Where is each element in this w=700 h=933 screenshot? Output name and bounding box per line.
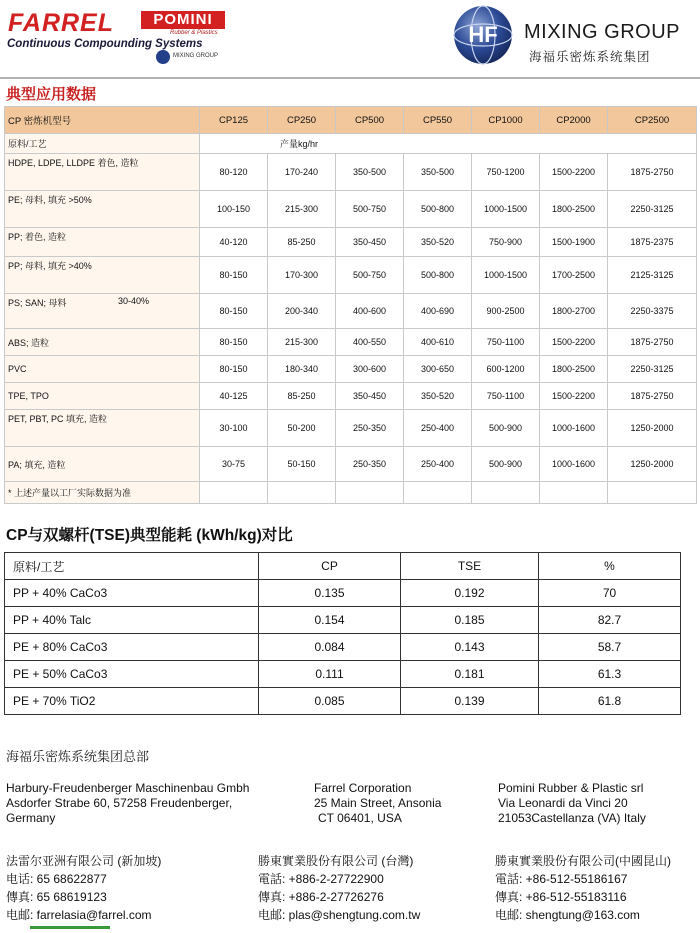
cell: 80-150 (200, 329, 268, 356)
table-header-row (5, 553, 681, 580)
cell: 1000-1500 (472, 191, 540, 228)
table-row (5, 356, 697, 383)
table-row (5, 329, 697, 356)
cell: 61.8 (539, 688, 681, 715)
cell: 1800-2700 (540, 294, 608, 329)
cell: 0.185 (401, 607, 539, 634)
cell: 2250-3375 (608, 294, 697, 329)
address-line: Pomini Rubber & Plastic srl (498, 781, 644, 795)
cell: 0.139 (401, 688, 539, 715)
address-line: 21053Castellanza (VA) Italy (498, 811, 646, 825)
table-row (5, 607, 681, 634)
row-material: PE; 母料, 填充 >50% (5, 191, 200, 228)
cell: 400-690 (404, 294, 472, 329)
cell (268, 482, 336, 504)
cell: 350-450 (336, 383, 404, 410)
row-material: PVC (5, 356, 200, 383)
pomini-logo: POMINI (141, 11, 225, 29)
address-line: Germany (6, 811, 56, 825)
hq-title: 海福乐密炼系统集团总部 (6, 749, 150, 764)
table-row (5, 447, 697, 482)
contact-phone: 電話: +86-512-55186167 (495, 872, 628, 886)
cell: 40-120 (200, 228, 268, 257)
cell: 350-500 (336, 154, 404, 191)
cell: 0.181 (401, 661, 539, 688)
model-header: CP125 (200, 107, 268, 134)
cell: 80-150 (200, 294, 268, 329)
cell: 1500-2200 (540, 329, 608, 356)
column-header: 原料/工艺 (5, 553, 259, 580)
row-material: PA; 填充, 造粒 (5, 447, 200, 482)
cell: 500-750 (336, 191, 404, 228)
cell: 400-550 (336, 329, 404, 356)
mixing-group-cn-title: 海福乐密炼系统集团 (529, 50, 651, 64)
contact-name: 法雷尔亚洲有限公司 (新加坡) (6, 854, 162, 868)
contact-email[interactable]: 电邮: farrelasia@farrel.com (6, 908, 152, 922)
application-data-table (4, 106, 697, 504)
cell: 400-600 (336, 294, 404, 329)
contact-phone: 電話: +886-2-27722900 (258, 872, 384, 886)
row-material: PS; SAN; 母料 (8, 298, 67, 308)
address-line: Asdorfer Strabe 60, 57258 Freudenberger, (6, 796, 233, 810)
cell: 1700-2500 (540, 257, 608, 294)
table-row (5, 228, 697, 257)
table-row (5, 191, 697, 228)
contact-block (495, 852, 671, 924)
section1-title: 典型应用数据 (6, 86, 97, 103)
row-material: PP; 着色, 造粒 (5, 228, 200, 257)
contact-phone: 电话: 65 68622877 (6, 872, 107, 886)
cell: PE + 50% CaCo3 (5, 661, 259, 688)
pomini-subtitle: Rubber & Plastics (170, 30, 218, 36)
contact-fax: 傳真: +86-512-55183116 (495, 890, 627, 904)
cell: 1875-2750 (608, 154, 697, 191)
cell: 1000-1600 (540, 410, 608, 447)
table-note-row (5, 482, 697, 504)
cell: PP + 40% CaCo3 (5, 580, 259, 607)
cell (200, 482, 268, 504)
hf-globe-logo-icon (452, 4, 514, 66)
cell (336, 482, 404, 504)
cell: 50-150 (268, 447, 336, 482)
cell: 1800-2500 (540, 191, 608, 228)
table-row (5, 580, 681, 607)
table-row (5, 410, 697, 447)
cell: 500-800 (404, 191, 472, 228)
cell: 80-120 (200, 154, 268, 191)
model-header: CP250 (268, 107, 336, 134)
cell: 750-900 (472, 228, 540, 257)
cell: 2125-3125 (608, 257, 697, 294)
cell: 2250-3125 (608, 356, 697, 383)
cell: 2250-3125 (608, 191, 697, 228)
table-subheader-row (5, 134, 697, 154)
table-header-row (5, 107, 697, 134)
cell: 0.085 (259, 688, 401, 715)
contact-name: 勝東實業股份有限公司(中國昆山) (495, 854, 671, 868)
row-material-extra: 30-40% (118, 296, 150, 306)
cell: 300-650 (404, 356, 472, 383)
cell: PE + 80% CaCo3 (5, 634, 259, 661)
address-line: Farrel Corporation (314, 781, 412, 795)
cell: PP + 40% Talc (5, 607, 259, 634)
cell: 0.135 (259, 580, 401, 607)
mixing-group-title: MIXING GROUP (524, 21, 681, 43)
contact-block (258, 852, 420, 924)
model-header: CP2500 (608, 107, 697, 134)
cell: 85-250 (268, 228, 336, 257)
cell: 30-75 (200, 447, 268, 482)
material-label: 原料/工艺 (5, 134, 200, 154)
cell (404, 482, 472, 504)
svg-text:HF: HF (468, 22, 498, 47)
row-material: PP; 母料, 填充 >40% (5, 257, 200, 294)
column-header: TSE (401, 553, 539, 580)
small-mixing-group-text: MIXING GROUP (173, 53, 219, 59)
cell: 250-400 (404, 447, 472, 482)
contact-email[interactable]: 电邮: plas@shengtung.com.tw (258, 908, 421, 922)
cell: 80-150 (200, 257, 268, 294)
row-material: TPE, TPO (5, 383, 200, 410)
address-line: CT 06401, USA (318, 811, 402, 825)
contact-name: 勝東實業股份有限公司 (台灣) (258, 854, 414, 868)
address-block (314, 781, 441, 826)
row-material-cell (5, 294, 200, 329)
cell: 180-340 (268, 356, 336, 383)
header-divider (0, 77, 700, 79)
cell: 70 (539, 580, 681, 607)
cell: 750-1100 (472, 329, 540, 356)
cell: 0.143 (401, 634, 539, 661)
cell: 82.7 (539, 607, 681, 634)
model-header: CP1000 (472, 107, 540, 134)
address-line: Harbury-Freudenberger Maschinenbau Gmbh (6, 781, 250, 795)
cell: 0.154 (259, 607, 401, 634)
contact-fax: 傳真: +886-2-27726276 (258, 890, 384, 904)
cell: 1500-2200 (540, 154, 608, 191)
cell (472, 482, 540, 504)
cell: 1875-2750 (608, 329, 697, 356)
table-row (5, 383, 697, 410)
model-header: CP2000 (540, 107, 608, 134)
model-header: CP500 (336, 107, 404, 134)
cell: 58.7 (539, 634, 681, 661)
cell: 300-600 (336, 356, 404, 383)
output-label: 产量kg/hr (200, 134, 697, 154)
cell: 1250-2000 (608, 410, 697, 447)
cell: 85-250 (268, 383, 336, 410)
cell: 500-750 (336, 257, 404, 294)
address-line: 25 Main Street, Ansonia (314, 796, 442, 810)
table-row (5, 257, 697, 294)
cell: 30-100 (200, 410, 268, 447)
cell: 500-900 (472, 410, 540, 447)
cell: 1250-2000 (608, 447, 697, 482)
farrel-logo-text: FARREL (8, 9, 114, 37)
row-material: ABS; 造粒 (5, 329, 200, 356)
cell: PE + 70% TiO2 (5, 688, 259, 715)
model-header: CP550 (404, 107, 472, 134)
cell: 0.192 (401, 580, 539, 607)
cell: 1000-1600 (540, 447, 608, 482)
energy-comparison-table (4, 552, 681, 715)
table-row (5, 661, 681, 688)
cell: 250-350 (336, 410, 404, 447)
cell: 900-2500 (472, 294, 540, 329)
cell: 350-520 (404, 383, 472, 410)
cell: 200-340 (268, 294, 336, 329)
contact-fax: 傳真: 65 68619123 (6, 890, 107, 904)
table-note: * 上述产量以工厂实际数据为准 (5, 482, 200, 504)
address-block (498, 781, 646, 826)
tagline: Continuous Compounding Systems (7, 38, 203, 50)
cell: 1800-2500 (540, 356, 608, 383)
cell: 750-1100 (472, 383, 540, 410)
bottom-accent-line (30, 926, 110, 929)
cell: 750-1200 (472, 154, 540, 191)
cell: 250-350 (336, 447, 404, 482)
cell: 1500-1900 (540, 228, 608, 257)
cell: 1875-2375 (608, 228, 697, 257)
cell: 1500-2200 (540, 383, 608, 410)
header-label: CP 密炼机型号 (5, 107, 200, 134)
row-material: HDPE, LDPE, LLDPE 着色, 造粒 (5, 154, 200, 191)
column-header: CP (259, 553, 401, 580)
cell: 80-150 (200, 356, 268, 383)
section2-title: CP与双螺杆(TSE)典型能耗 (kWh/kg)对比 (6, 527, 293, 544)
table-row (5, 154, 697, 191)
cell: 40-125 (200, 383, 268, 410)
cell: 170-300 (268, 257, 336, 294)
cell: 50-200 (268, 410, 336, 447)
row-material: PET, PBT, PC 填充, 造粒 (5, 410, 200, 447)
cell: 250-400 (404, 410, 472, 447)
cell: 215-300 (268, 191, 336, 228)
cell: 400-610 (404, 329, 472, 356)
column-header: % (539, 553, 681, 580)
cell: 500-800 (404, 257, 472, 294)
address-block (6, 781, 249, 826)
address-line: Via Leonardi da Vinci 20 (498, 796, 628, 810)
cell: 0.111 (259, 661, 401, 688)
cell (608, 482, 697, 504)
cell: 350-450 (336, 228, 404, 257)
cell: 1000-1500 (472, 257, 540, 294)
cell: 600-1200 (472, 356, 540, 383)
contact-email[interactable]: 电邮: shengtung@163.com (495, 908, 640, 922)
table-row (5, 688, 681, 715)
cell: 350-500 (404, 154, 472, 191)
cell: 0.084 (259, 634, 401, 661)
cell: 100-150 (200, 191, 268, 228)
cell (540, 482, 608, 504)
hf-small-logo-icon (156, 50, 170, 64)
contact-block (6, 852, 161, 924)
cell: 350-520 (404, 228, 472, 257)
cell: 61.3 (539, 661, 681, 688)
cell: 215-300 (268, 329, 336, 356)
cell: 1875-2750 (608, 383, 697, 410)
table-row (5, 294, 697, 329)
cell: 500-900 (472, 447, 540, 482)
cell: 170-240 (268, 154, 336, 191)
table-row (5, 634, 681, 661)
